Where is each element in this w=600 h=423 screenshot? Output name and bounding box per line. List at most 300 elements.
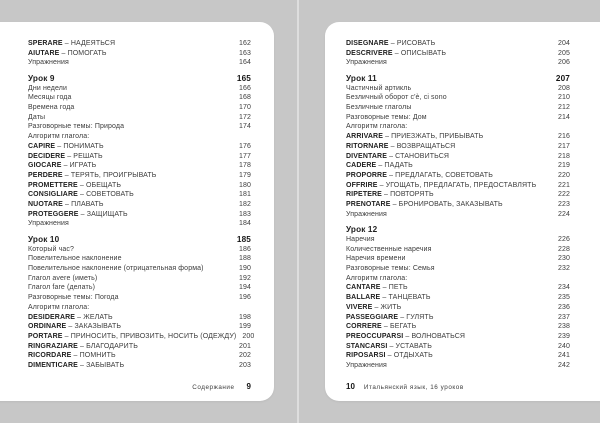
toc-entry-text: Упражнения bbox=[346, 59, 387, 67]
toc-entry-title bbox=[28, 274, 97, 284]
toc-entry bbox=[28, 293, 251, 303]
toc-entry-text: Месяцы года bbox=[28, 94, 72, 102]
toc-entry-text: Разговорные темы: Природа bbox=[28, 123, 125, 131]
toc-entry-term: DESCRIVERE bbox=[346, 49, 393, 57]
toc-entry bbox=[28, 322, 251, 332]
toc-entry-page-number: 163 bbox=[238, 49, 251, 57]
toc-entry-text: – ЗАКАЗЫВАТЬ bbox=[66, 323, 122, 331]
toc-entry-term: PERDERE bbox=[28, 171, 63, 179]
toc-entry bbox=[346, 342, 570, 352]
toc-entry bbox=[346, 93, 570, 103]
toc-entry-text: Даты bbox=[28, 113, 46, 121]
toc-entry-text: – ПОНИМАТЬ bbox=[55, 142, 104, 150]
toc-entry-text: Упражнения bbox=[346, 210, 387, 218]
toc-entry-text: – БЛАГОДАРИТЬ bbox=[77, 342, 138, 350]
toc-entry-term: GIOCARE bbox=[28, 162, 62, 170]
toc-entry-term: Урок 12 bbox=[346, 224, 378, 234]
toc-entry-term: PROPORRE bbox=[346, 171, 388, 179]
toc-entry-page-number: 170 bbox=[238, 104, 251, 112]
toc-entry-term: PROTEGGERE bbox=[28, 210, 79, 218]
toc-entry-title bbox=[346, 293, 431, 303]
toc-entry-text: Алгоритм глагола: bbox=[28, 133, 90, 141]
toc-entry bbox=[346, 161, 570, 171]
toc-entry-text: – ПЕТЬ bbox=[380, 284, 408, 292]
toc-entry-page-number: 230 bbox=[557, 255, 570, 263]
toc-entry bbox=[28, 171, 251, 181]
toc-entry bbox=[28, 161, 251, 171]
toc-entry bbox=[346, 142, 570, 152]
toc-entry bbox=[28, 332, 255, 342]
toc-entry-text: Разговорные темы: Семья bbox=[346, 265, 435, 273]
toc-entry-page-number: 224 bbox=[557, 210, 570, 218]
toc-entry-text: – ПАДАТЬ bbox=[376, 162, 413, 170]
toc-entry-text: – ПЛАВАТЬ bbox=[62, 201, 104, 209]
toc-entry-title bbox=[346, 322, 416, 332]
toc-entry-title bbox=[346, 342, 432, 352]
toc-entry-text: – РИСОВАТЬ bbox=[388, 40, 436, 47]
toc-entry-text: Повелительное наклонение (отрицательная форма) bbox=[28, 265, 204, 273]
toc-entry-term: RINGRAZIARE bbox=[28, 342, 78, 350]
toc-entry-term: RIPOSARSI bbox=[346, 352, 386, 360]
toc-entry-title bbox=[346, 113, 427, 123]
toc-entry-title bbox=[28, 303, 89, 313]
toc-entry-page-number: 207 bbox=[555, 73, 570, 83]
toc-entry bbox=[28, 113, 251, 123]
toc-entry bbox=[346, 122, 570, 132]
toc-entry-text: – ЖИТЬ bbox=[372, 303, 402, 311]
toc-entry-text: – ПОМОГАТЬ bbox=[59, 49, 107, 57]
toc-entry bbox=[28, 283, 251, 293]
toc-entry-term: ARRIVARE bbox=[346, 133, 383, 141]
toc-entry bbox=[346, 361, 570, 371]
toc-entry-text: Повелительное наклонение bbox=[28, 255, 122, 263]
left-page bbox=[0, 22, 274, 401]
toc-entry-text: – ПРЕДЛАГАТЬ, СОВЕТОВАТЬ bbox=[387, 171, 493, 179]
toc-entry bbox=[28, 152, 251, 162]
toc-entry-text: – ТЕРЯТЬ, ПРОИГРЫВАТЬ bbox=[62, 171, 157, 179]
toc-entry-text: – ТАНЦЕВАТЬ bbox=[380, 294, 431, 302]
toc-entry-page-number: 177 bbox=[238, 152, 251, 160]
toc-entry-text: Безличные глаголы bbox=[346, 104, 412, 112]
toc-entry-title bbox=[28, 103, 74, 113]
toc-entry bbox=[346, 152, 570, 162]
toc-entry-page-number: 208 bbox=[557, 84, 570, 92]
toc-entry-text: – ВОЗВРАЩАТЬСЯ bbox=[388, 142, 456, 150]
toc-entry-title bbox=[28, 322, 121, 332]
toc-entry-page-number: 236 bbox=[557, 303, 570, 311]
toc-entry-title bbox=[28, 351, 116, 361]
left-page-toc bbox=[28, 39, 255, 371]
toc-entry-title bbox=[28, 73, 55, 84]
toc-entry-title bbox=[28, 210, 128, 220]
toc-entry-term: CONSIGLIARE bbox=[28, 191, 78, 199]
toc-entry-title bbox=[346, 190, 434, 200]
toc-entry-title bbox=[28, 113, 45, 123]
toc-entry-text: – ЗАБЫВАТЬ bbox=[77, 362, 125, 370]
toc-entry-text: – ЖЕЛАТЬ bbox=[75, 313, 113, 321]
toc-entry-text: Глагол avere (иметь) bbox=[28, 274, 98, 282]
toc-entry bbox=[346, 351, 570, 361]
toc-entry bbox=[346, 235, 570, 245]
toc-entry-page-number: 203 bbox=[238, 362, 251, 370]
toc-entry-term: Урок 9 bbox=[28, 73, 55, 83]
toc-entry-term: DESIDERARE bbox=[28, 313, 76, 321]
toc-entry-title bbox=[28, 152, 103, 162]
toc-entry-term: RITORNARE bbox=[346, 142, 389, 150]
toc-entry bbox=[346, 332, 570, 342]
toc-entry-page-number: 217 bbox=[557, 142, 570, 150]
toc-entry-text: – СТАНОВИТЬСЯ bbox=[387, 152, 450, 160]
toc-entry-title bbox=[346, 161, 413, 171]
toc-entry-term: ORDINARE bbox=[28, 323, 67, 331]
toc-entry-text: – СОВЕТОВАТЬ bbox=[77, 191, 134, 199]
toc-entry-page-number: 199 bbox=[238, 323, 251, 331]
toc-entry-text: – ПОВТОРЯТЬ bbox=[381, 191, 434, 199]
toc-entry-title bbox=[346, 73, 377, 84]
toc-entry-text: Дни недели bbox=[28, 84, 68, 92]
toc-entry-text: – УСТАВАТЬ bbox=[387, 342, 432, 350]
toc-entry-page-number: 185 bbox=[236, 234, 251, 244]
toc-entry bbox=[346, 274, 570, 284]
toc-entry-term: CANTARE bbox=[346, 284, 381, 292]
toc-entry bbox=[28, 245, 251, 255]
toc-entry-term: DIVENTARE bbox=[346, 152, 388, 160]
toc-entry-text: Разговорные темы: Дом bbox=[346, 113, 427, 121]
toc-entry bbox=[28, 142, 251, 152]
toc-entry bbox=[346, 210, 570, 220]
toc-entry-title bbox=[28, 254, 122, 264]
toc-entry-page-number: 180 bbox=[238, 181, 251, 189]
toc-entry-term: PRENOTARE bbox=[346, 201, 391, 209]
toc-entry-title bbox=[346, 235, 375, 245]
toc-entry-text: – ВОЛНОВАТЬСЯ bbox=[403, 332, 466, 340]
toc-entry-page-number: 198 bbox=[238, 313, 251, 321]
toc-entry bbox=[346, 254, 570, 264]
toc-entry bbox=[346, 132, 570, 142]
toc-entry-term: DECIDERE bbox=[28, 152, 66, 160]
toc-entry bbox=[346, 224, 570, 235]
toc-entry bbox=[346, 181, 570, 191]
toc-entry bbox=[346, 245, 570, 255]
toc-entry-text: Алгоритм глагола: bbox=[28, 303, 90, 311]
toc-entry bbox=[346, 322, 570, 332]
toc-entry bbox=[346, 190, 570, 200]
toc-entry-term: Урок 11 bbox=[346, 73, 377, 83]
toc-entry-term: DIMENTICARE bbox=[28, 362, 78, 370]
toc-entry-page-number: 200 bbox=[242, 332, 255, 340]
toc-entry-title bbox=[28, 142, 104, 152]
toc-entry-page-number: 205 bbox=[557, 49, 570, 57]
toc-entry bbox=[28, 303, 251, 313]
toc-entry-page-number: 164 bbox=[238, 59, 251, 67]
toc-entry-page-number: 184 bbox=[238, 220, 251, 228]
toc-entry-title bbox=[28, 313, 113, 323]
toc-entry-title bbox=[346, 152, 449, 162]
toc-entry-title bbox=[346, 254, 406, 264]
toc-entry-title bbox=[346, 313, 434, 323]
toc-entry-title bbox=[28, 84, 67, 94]
toc-entry-text: – ПРИЕЗЖАТЬ, ПРИБЫВАТЬ bbox=[383, 133, 484, 141]
right-page-footer bbox=[346, 383, 570, 392]
toc-entry-title bbox=[28, 122, 124, 132]
footer-section-label: Содержание bbox=[192, 384, 235, 391]
toc-entry bbox=[346, 73, 570, 84]
footer-book-title: Итальянский язык, 16 уроков bbox=[363, 384, 464, 391]
toc-entry-text: Алгоритм глагола: bbox=[346, 274, 408, 282]
toc-entry-term: NUOTARE bbox=[28, 201, 63, 209]
toc-entry bbox=[346, 293, 570, 303]
toc-entry-page-number: 223 bbox=[557, 201, 570, 209]
toc-entry bbox=[28, 313, 251, 323]
toc-entry-text: Который час? bbox=[28, 245, 74, 253]
toc-entry-text: – ПРИНОСИТЬ, ПРИВОЗИТЬ, НОСИТЬ (ОДЕЖДУ) bbox=[62, 332, 237, 340]
toc-entry-term: DISEGNARE bbox=[346, 40, 389, 47]
toc-entry-page-number: 216 bbox=[557, 133, 570, 141]
toc-entry-title bbox=[28, 58, 69, 68]
toc-entry-title bbox=[346, 303, 401, 313]
toc-entry-text: – НАДЕЯТЬСЯ bbox=[62, 40, 116, 47]
toc-entry-title bbox=[346, 351, 433, 361]
toc-entry bbox=[346, 49, 570, 59]
toc-entry bbox=[28, 351, 251, 361]
toc-entry bbox=[28, 73, 251, 84]
toc-entry bbox=[28, 264, 251, 274]
toc-entry-text: – ОТДЫХАТЬ bbox=[385, 352, 433, 360]
toc-entry-page-number: 237 bbox=[557, 313, 570, 321]
toc-entry-text: Наречия bbox=[346, 235, 375, 243]
toc-entry bbox=[346, 283, 570, 293]
toc-entry bbox=[28, 219, 251, 229]
toc-entry-title bbox=[28, 171, 157, 181]
toc-entry-page-number: 235 bbox=[557, 294, 570, 302]
toc-entry-page-number: 186 bbox=[238, 245, 251, 253]
toc-entry-title bbox=[346, 103, 412, 113]
toc-entry-text: – БЕГАТЬ bbox=[381, 323, 417, 331]
toc-entry-text: – ОПИСЫВАТЬ bbox=[392, 49, 447, 57]
toc-entry-title bbox=[28, 293, 119, 303]
toc-entry-text: – БРОНИРОВАТЬ, ЗАКАЗЫВАТЬ bbox=[390, 201, 503, 209]
toc-entry-title bbox=[346, 274, 407, 284]
toc-entry-title bbox=[346, 171, 493, 181]
toc-entry-term: PROMETTERE bbox=[28, 181, 78, 189]
right-page bbox=[325, 22, 600, 401]
toc-entry bbox=[346, 103, 570, 113]
toc-entry-page-number: 202 bbox=[238, 352, 251, 360]
toc-entry-text: Наречия времени bbox=[346, 255, 406, 263]
toc-entry bbox=[28, 342, 251, 352]
footer-page-number: 10 bbox=[346, 382, 355, 391]
toc-entry-page-number: 188 bbox=[238, 255, 251, 263]
left-page-footer bbox=[28, 383, 251, 392]
toc-entry-title bbox=[28, 93, 72, 103]
toc-entry-title bbox=[346, 122, 407, 132]
toc-entry-title bbox=[28, 200, 104, 210]
toc-entry-page-number: 182 bbox=[238, 201, 251, 209]
toc-entry-title bbox=[346, 84, 411, 94]
toc-entry bbox=[28, 234, 251, 245]
toc-entry bbox=[28, 84, 251, 94]
toc-entry-page-number: 210 bbox=[557, 94, 570, 102]
toc-entry bbox=[28, 210, 251, 220]
toc-entry-page-number: 201 bbox=[238, 342, 251, 350]
toc-entry-term: CADERE bbox=[346, 162, 377, 170]
toc-entry-title bbox=[28, 283, 95, 293]
toc-entry bbox=[28, 122, 251, 132]
toc-entry-page-number: 242 bbox=[557, 362, 570, 370]
toc-entry-text: – ОБЕЩАТЬ bbox=[77, 181, 122, 189]
toc-entry bbox=[28, 274, 251, 284]
toc-entry-page-number: 219 bbox=[557, 162, 570, 170]
toc-entry bbox=[28, 132, 251, 142]
toc-entry-page-number: 238 bbox=[557, 323, 570, 331]
toc-entry-page-number: 234 bbox=[557, 284, 570, 292]
toc-entry bbox=[28, 361, 251, 371]
toc-entry bbox=[28, 58, 251, 68]
toc-entry-title bbox=[346, 283, 408, 293]
toc-entry-title bbox=[346, 224, 377, 235]
toc-entry-page-number: 221 bbox=[557, 181, 570, 189]
toc-entry-text: – ПОМНИТЬ bbox=[71, 352, 116, 360]
page-gutter-line bbox=[297, 0, 299, 423]
toc-entry-page-number: 239 bbox=[557, 332, 570, 340]
toc-entry-text: Алгоритм глагола: bbox=[346, 123, 408, 131]
toc-entry-page-number: 226 bbox=[557, 235, 570, 243]
toc-entry-text: Времена года bbox=[28, 104, 75, 112]
toc-entry-title bbox=[346, 210, 387, 220]
toc-entry-text: – ГУЛЯТЬ bbox=[398, 313, 434, 321]
toc-entry-term: AIUTARE bbox=[28, 49, 60, 57]
toc-entry bbox=[346, 58, 570, 68]
toc-entry-text: – РЕШАТЬ bbox=[65, 152, 103, 160]
toc-entry bbox=[346, 303, 570, 313]
toc-entry-term: PREOCCUPARSI bbox=[346, 332, 404, 340]
toc-entry-page-number: 174 bbox=[238, 123, 251, 131]
toc-entry-title bbox=[28, 161, 96, 171]
footer-page-number: 9 bbox=[246, 382, 251, 391]
toc-entry-term: CAPIRE bbox=[28, 142, 56, 150]
toc-entry-title bbox=[346, 142, 455, 152]
toc-entry-title bbox=[346, 93, 447, 103]
right-page-toc bbox=[346, 39, 570, 371]
toc-entry-term: OFFRIRE bbox=[346, 181, 378, 189]
toc-entry bbox=[28, 39, 251, 49]
toc-entry-page-number: 192 bbox=[238, 274, 251, 282]
toc-entry-title bbox=[28, 245, 74, 255]
toc-entry-page-number: 222 bbox=[557, 191, 570, 199]
toc-entry-text: Частичный артикль bbox=[346, 84, 412, 92]
toc-entry-title bbox=[346, 245, 432, 255]
toc-entry bbox=[28, 190, 251, 200]
toc-entry-title bbox=[346, 200, 503, 210]
toc-entry-page-number: 162 bbox=[238, 40, 251, 47]
toc-entry-page-number: 228 bbox=[557, 245, 570, 253]
toc-entry-title bbox=[346, 39, 435, 49]
toc-entry bbox=[28, 181, 251, 191]
toc-entry bbox=[28, 49, 251, 59]
toc-entry-text: Упражнения bbox=[28, 220, 69, 228]
toc-entry-term: BALLARE bbox=[346, 294, 381, 302]
toc-entry-title bbox=[346, 361, 387, 371]
toc-entry-term: PORTARE bbox=[28, 332, 63, 340]
toc-entry-title bbox=[28, 39, 115, 49]
toc-entry-text: Упражнения bbox=[346, 362, 387, 370]
toc-entry-page-number: 176 bbox=[238, 142, 251, 150]
toc-entry-page-number: 220 bbox=[557, 171, 570, 179]
toc-entry-title bbox=[28, 132, 89, 142]
toc-entry-page-number: 196 bbox=[238, 294, 251, 302]
toc-entry bbox=[28, 103, 251, 113]
toc-entry-page-number: 240 bbox=[557, 342, 570, 350]
toc-entry-title bbox=[28, 234, 59, 245]
toc-entry-term: RICORDARE bbox=[28, 352, 72, 360]
toc-entry-page-number: 178 bbox=[238, 162, 251, 170]
toc-entry-title bbox=[28, 264, 204, 274]
toc-entry-page-number: 181 bbox=[238, 191, 251, 199]
toc-entry-page-number: 232 bbox=[557, 265, 570, 273]
toc-entry-term: CORRERE bbox=[346, 323, 382, 331]
toc-entry-page-number: 212 bbox=[557, 104, 570, 112]
toc-entry-page-number: 172 bbox=[238, 113, 251, 121]
toc-entry-title bbox=[28, 49, 107, 59]
toc-entry bbox=[346, 200, 570, 210]
toc-entry-page-number: 179 bbox=[238, 171, 251, 179]
toc-entry-title bbox=[28, 190, 134, 200]
toc-entry-text: Безличный оборот c'è, ci sono bbox=[346, 94, 447, 102]
toc-entry-term: Урок 10 bbox=[28, 234, 60, 244]
toc-entry-page-number: 165 bbox=[236, 73, 251, 83]
toc-entry-term: SPERARE bbox=[28, 40, 63, 47]
toc-entry bbox=[28, 200, 251, 210]
toc-entry-page-number: 206 bbox=[557, 59, 570, 67]
toc-entry-title bbox=[28, 181, 121, 191]
toc-entry-page-number: 183 bbox=[238, 210, 251, 218]
toc-entry-term: STANCARSI bbox=[346, 342, 388, 350]
toc-entry bbox=[346, 84, 570, 94]
toc-entry-text: Количественные наречия bbox=[346, 245, 432, 253]
toc-entry-page-number: 194 bbox=[238, 284, 251, 292]
toc-entry-title bbox=[346, 332, 465, 342]
toc-entry-text: Глагол fare (делать) bbox=[28, 284, 96, 292]
toc-entry-text: – УГОЩАТЬ, ПРЕДЛАГАТЬ, ПРЕДОСТАВЛЯТЬ bbox=[377, 181, 537, 189]
toc-entry-page-number: 218 bbox=[557, 152, 570, 160]
toc-entry-term: PASSEGGIARE bbox=[346, 313, 399, 321]
toc-entry-page-number: 241 bbox=[557, 352, 570, 360]
toc-entry-text: Упражнения bbox=[28, 59, 69, 67]
toc-entry bbox=[346, 113, 570, 123]
toc-entry-term: VIVERE bbox=[346, 303, 373, 311]
toc-entry-text: Разговорные темы: Погода bbox=[28, 294, 119, 302]
toc-entry bbox=[346, 313, 570, 323]
toc-entry-page-number: 190 bbox=[238, 265, 251, 273]
toc-entry-text: – ИГРАТЬ bbox=[61, 162, 97, 170]
toc-entry-title bbox=[346, 181, 536, 191]
toc-entry-term: RIPETERE bbox=[346, 191, 382, 199]
toc-entry bbox=[346, 264, 570, 274]
toc-entry bbox=[346, 39, 570, 49]
toc-entry-title bbox=[28, 342, 138, 352]
toc-entry-title bbox=[346, 264, 435, 274]
toc-entry-page-number: 168 bbox=[238, 94, 251, 102]
toc-entry-title bbox=[346, 49, 446, 59]
toc-entry-text: – ЗАЩИЩАТЬ bbox=[78, 210, 128, 218]
toc-entry-page-number: 204 bbox=[557, 40, 570, 47]
toc-entry bbox=[28, 254, 251, 264]
toc-entry-title bbox=[28, 361, 124, 371]
toc-entry bbox=[28, 93, 251, 103]
toc-entry bbox=[346, 171, 570, 181]
toc-entry-title bbox=[28, 332, 236, 342]
toc-entry-page-number: 166 bbox=[238, 84, 251, 92]
